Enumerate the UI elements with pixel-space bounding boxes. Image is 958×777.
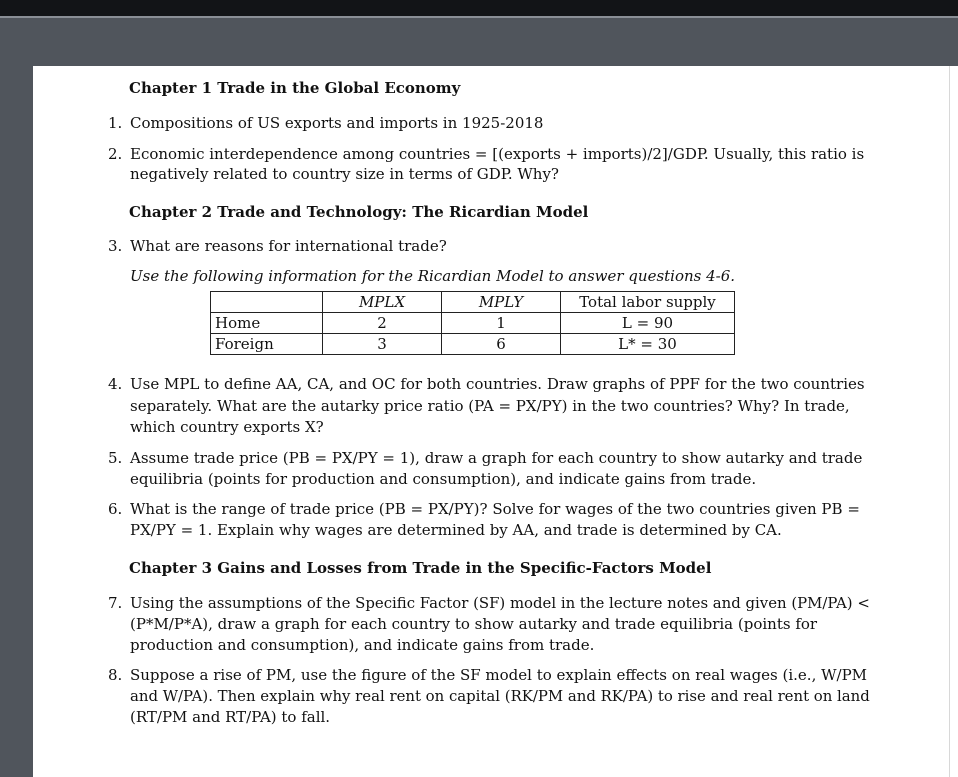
chapter-3-heading: Chapter 3 Gains and Losses from Trade in the Specific-Factors Model: [129, 559, 712, 577]
q8-text-line3: (RT/PM and RT/PA) to fall.: [130, 708, 331, 726]
q5-text-line2: equilibria (points for production and consumption), and indicate gains from trade.: [130, 470, 757, 488]
q2-text-line1: Economic interdependence among countries = [(exports + imports)/2]/GDP. Usually, this ratio is: [130, 145, 865, 163]
q5-number: 5.: [108, 449, 123, 467]
table-cell-country: Home: [211, 313, 323, 334]
table-header-mply: MPLY: [442, 292, 561, 313]
q8-number: 8.: [108, 666, 123, 684]
table-header-labor: Total labor supply: [561, 292, 735, 313]
q6-text-line2: PX/PY = 1. Explain why wages are determined by AA, and trade is determined by CA.: [130, 521, 782, 539]
table-cell-mply: 1: [442, 313, 561, 334]
q8-text-line1: Suppose a rise of PM, use the figure of the SF model to explain effects on real wages (i.e., W/PM: [130, 666, 868, 684]
table-header-blank: [211, 292, 323, 313]
q4-text-line2: separately. What are the autarky price ratio (PA = PX/PY) in the two countries? Why? In trade,: [130, 397, 850, 415]
q7-text-line3: production and consumption), and indicate gains from trade.: [130, 636, 595, 654]
q3-number: 3.: [108, 237, 123, 255]
q3-text: What are reasons for international trade?: [130, 237, 447, 255]
table-cell-labor: L = 90: [561, 313, 735, 334]
q2-text-line2: negatively related to country size in terms of GDP. Why?: [130, 165, 559, 183]
chapter-2-heading: Chapter 2 Trade and Technology: The Ricardian Model: [129, 203, 589, 221]
q8-text-line2: and W/PA). Then explain why real rent on capital (RK/PM and RK/PA) to rise and real rent on land: [130, 687, 870, 705]
table-cell-labor: L* = 30: [561, 334, 735, 355]
q7-text-line1: Using the assumptions of the Specific Factor (SF) model in the lecture notes and given (PM/PA) <: [130, 594, 870, 612]
q6-text-line1: What is the range of trade price (PB = PX/PY)? Solve for wages of the two countries given PB =: [130, 500, 860, 518]
table-cell-mplx: 3: [323, 334, 442, 355]
q4-text-line3: which country exports X?: [130, 418, 324, 436]
q4-number: 4.: [108, 375, 123, 393]
q1-number: 1.: [108, 114, 123, 132]
q4-text-line1: Use MPL to define AA, CA, and OC for both countries. Draw graphs of PPF for the two countries: [130, 375, 865, 393]
q7-text-line2: (P*M/P*A), draw a graph for each country to show autarky and trade equilibria (points for: [130, 615, 818, 633]
table-cell-mplx: 2: [323, 313, 442, 334]
q1-text: Compositions of US exports and imports in 1925-2018: [130, 114, 544, 132]
ricardian-instruction: Use the following information for the Ricardian Model to answer questions 4-6.: [130, 267, 736, 285]
table-cell-country: Foreign: [211, 334, 323, 355]
q2-number: 2.: [108, 145, 123, 163]
table-header-row: [211, 292, 735, 313]
table-row: [211, 313, 735, 334]
table-cell-mply: 6: [442, 334, 561, 355]
ricardian-table: [210, 291, 735, 355]
page-scroll-edge: [949, 66, 958, 777]
q5-text-line1: Assume trade price (PB = PX/PY = 1), draw a graph for each country to show autarky and trade: [130, 449, 863, 467]
browser-top-bar: [0, 0, 958, 16]
table-header-mplx: MPLX: [323, 292, 442, 313]
top-divider: [0, 16, 958, 18]
q6-number: 6.: [108, 500, 123, 518]
chapter-1-heading: Chapter 1 Trade in the Global Economy: [129, 79, 461, 97]
q7-number: 7.: [108, 594, 123, 612]
table-row: [211, 334, 735, 355]
